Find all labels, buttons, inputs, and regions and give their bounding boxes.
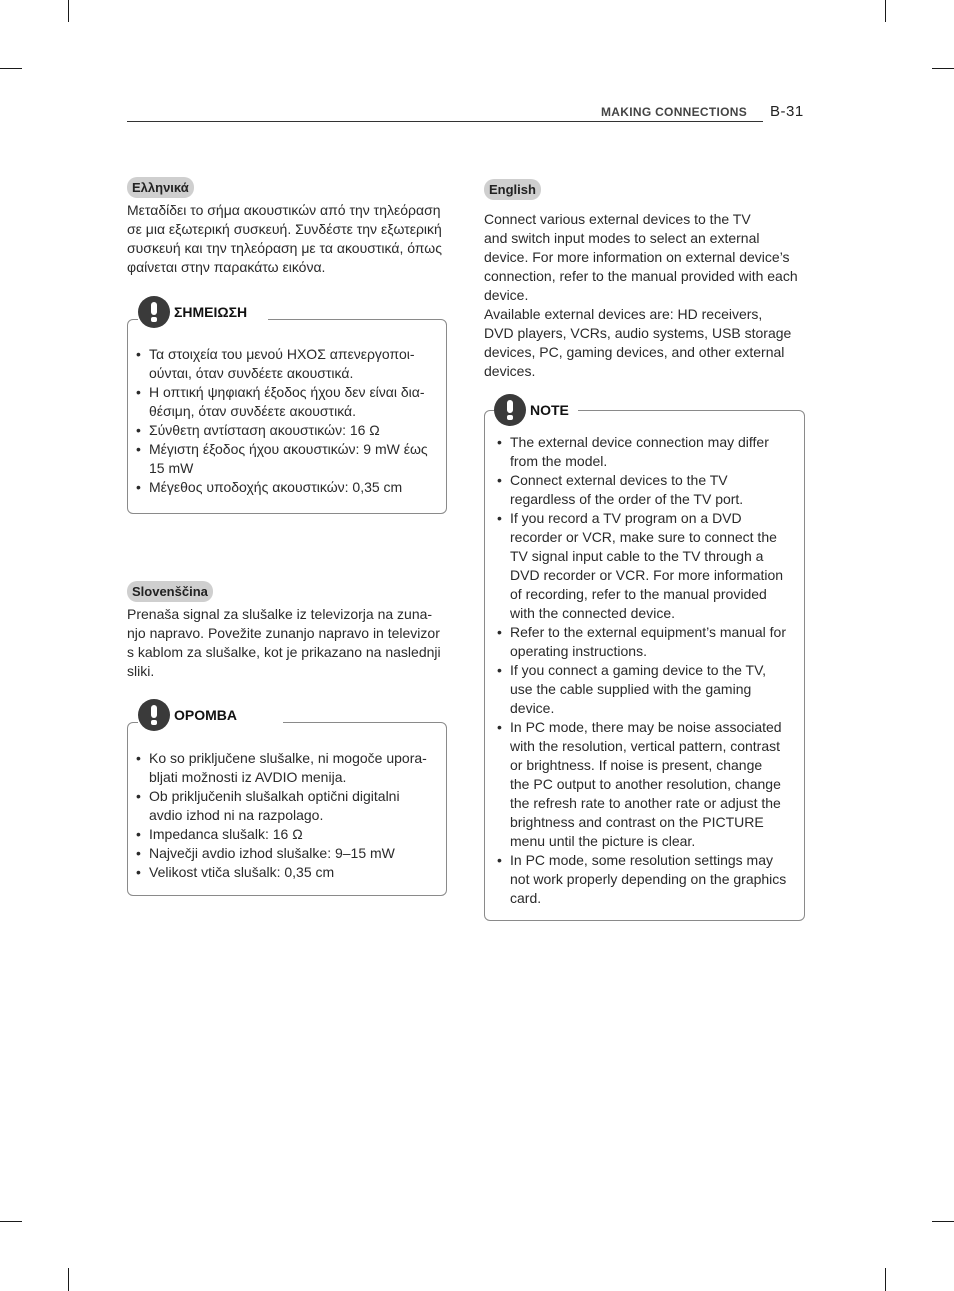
text-line: s kablom za slušalke, kot je prikazano na naslednji bbox=[127, 644, 441, 660]
exclamation-icon bbox=[494, 394, 526, 426]
list-item: • In PC mode, there may be noise associated with the resolution, vertical pattern, contrast or brightness. If noise is present, change the PC output to another resolution, change the refresh rate to another rate or adjust the brightness and contrast on the PICTURE menu until the picture is clear. bbox=[497, 718, 797, 851]
exclamation-icon bbox=[138, 699, 170, 731]
slovenian-intro bbox=[127, 605, 457, 681]
language-label-english: English bbox=[484, 179, 541, 200]
header-rule bbox=[127, 121, 763, 122]
list-item: • Μέγιστη έξοδος ήχου ακουστικών: 9 mW έως 15 mW bbox=[136, 440, 441, 478]
list-item: • Ob priključenih slušalkah optični digitalni avdio izhod ni na razpolago. bbox=[136, 787, 441, 825]
text-line: σε μια εξωτερική συσκευή. Συνδέστε την εξωτερική bbox=[127, 221, 442, 237]
text-line: Prenaša signal za slušalke iz televizorja na zuna- bbox=[127, 606, 433, 622]
note-list-english bbox=[497, 433, 797, 908]
text-line: device. For more information on external device’s bbox=[484, 249, 790, 265]
crop-mark bbox=[0, 1221, 22, 1222]
list-item: • The external device connection may differ from the model. bbox=[497, 433, 797, 471]
crop-mark bbox=[68, 1268, 69, 1291]
note-title: OPOMBA bbox=[174, 707, 237, 723]
crop-mark bbox=[932, 68, 954, 69]
list-item: • In PC mode, some resolution settings may not work properly depending on the graphics card. bbox=[497, 851, 797, 908]
text-line: and switch input modes to select an external bbox=[484, 230, 760, 246]
note-header-english bbox=[494, 395, 578, 425]
note-list-slovenian bbox=[136, 749, 441, 882]
text-line: connection, refer to the manual provided with each bbox=[484, 268, 798, 284]
crop-mark bbox=[932, 1221, 954, 1222]
list-item: • Connect external devices to the TV regardless of the order of the TV port. bbox=[497, 471, 797, 509]
section-title: MAKING CONNECTIONS bbox=[601, 105, 748, 119]
text-line: Μεταδίδει το σήμα ακουστικών από την τηλεόραση bbox=[127, 202, 441, 218]
text-line: συσκευή και την τηλεόραση με τα ακουστικά, όπως bbox=[127, 240, 442, 256]
text-line: njo napravo. Povežite zunanjo napravo in televizor bbox=[127, 625, 440, 641]
list-item: • Refer to the external equipment’s manual for operating instructions. bbox=[497, 623, 797, 661]
greek-intro bbox=[127, 201, 457, 277]
exclamation-icon bbox=[138, 296, 170, 328]
list-item: • Ko so priključene slušalke, ni mogoče upora- bljati možnosti iz AVDIO menija. bbox=[136, 749, 441, 787]
text-line: device. bbox=[484, 287, 529, 303]
note-title: NOTE bbox=[530, 402, 569, 418]
list-item: • Impedanca slušalk: 16 Ω bbox=[136, 825, 441, 844]
list-item: • Velikost vtiča slušalk: 0,35 cm bbox=[136, 863, 441, 882]
crop-mark bbox=[68, 0, 69, 22]
list-item: • If you record a TV program on a DVD recorder or VCR, make sure to connect the TV signal input cable to the TV through a DVD recorder or VCR. For more information of recording, refer to the manual provided with the connected device. bbox=[497, 509, 797, 623]
note-title: ΣΗΜΕΙΩΣΗ bbox=[174, 304, 248, 320]
text-line: sliki. bbox=[127, 663, 155, 679]
text-line: devices, PC, gaming devices, and other external bbox=[484, 344, 785, 360]
note-header-greek bbox=[138, 297, 268, 327]
list-item: • Τα στοιχεία του μενού ΗΧΟΣ απενεργοποι- ούνται, όταν συνδέετε ακουστικά. bbox=[136, 345, 441, 383]
crop-mark bbox=[885, 0, 886, 22]
list-item: • Največji avdio izhod slušalke: 9–15 mW bbox=[136, 844, 441, 863]
crop-mark bbox=[885, 1268, 886, 1291]
page-number: B-31 bbox=[770, 103, 804, 120]
text-line: Connect various external devices to the TV bbox=[484, 211, 751, 227]
text-line: Available external devices are: HD receivers, bbox=[484, 306, 763, 322]
text-line: φαίνεται στην παρακάτω εικόνα. bbox=[127, 259, 326, 275]
list-item: • Η οπτική ψηφιακή έξοδος ήχου δεν είναι δια- θέσιμη, όταν συνδέετε ακουστικά. bbox=[136, 383, 441, 421]
note-header-slovenian bbox=[138, 700, 283, 730]
language-label-slovenian: Slovenščina bbox=[127, 581, 213, 602]
english-intro bbox=[484, 210, 814, 381]
text-line: devices. bbox=[484, 363, 536, 379]
note-list-greek bbox=[136, 345, 441, 497]
list-item: • If you connect a gaming device to the TV, use the cable supplied with the gaming device. bbox=[497, 661, 797, 718]
list-item: • Μέγεθος υποδοχής ακουστικών: 0,35 cm bbox=[136, 478, 441, 497]
crop-mark bbox=[0, 68, 22, 69]
language-label-greek: Ελληνικά bbox=[127, 177, 194, 198]
text-line: DVD players, VCRs, audio systems, USB storage bbox=[484, 325, 792, 341]
list-item: • Σύνθετη αντίσταση ακουστικών: 16 Ω bbox=[136, 421, 441, 440]
